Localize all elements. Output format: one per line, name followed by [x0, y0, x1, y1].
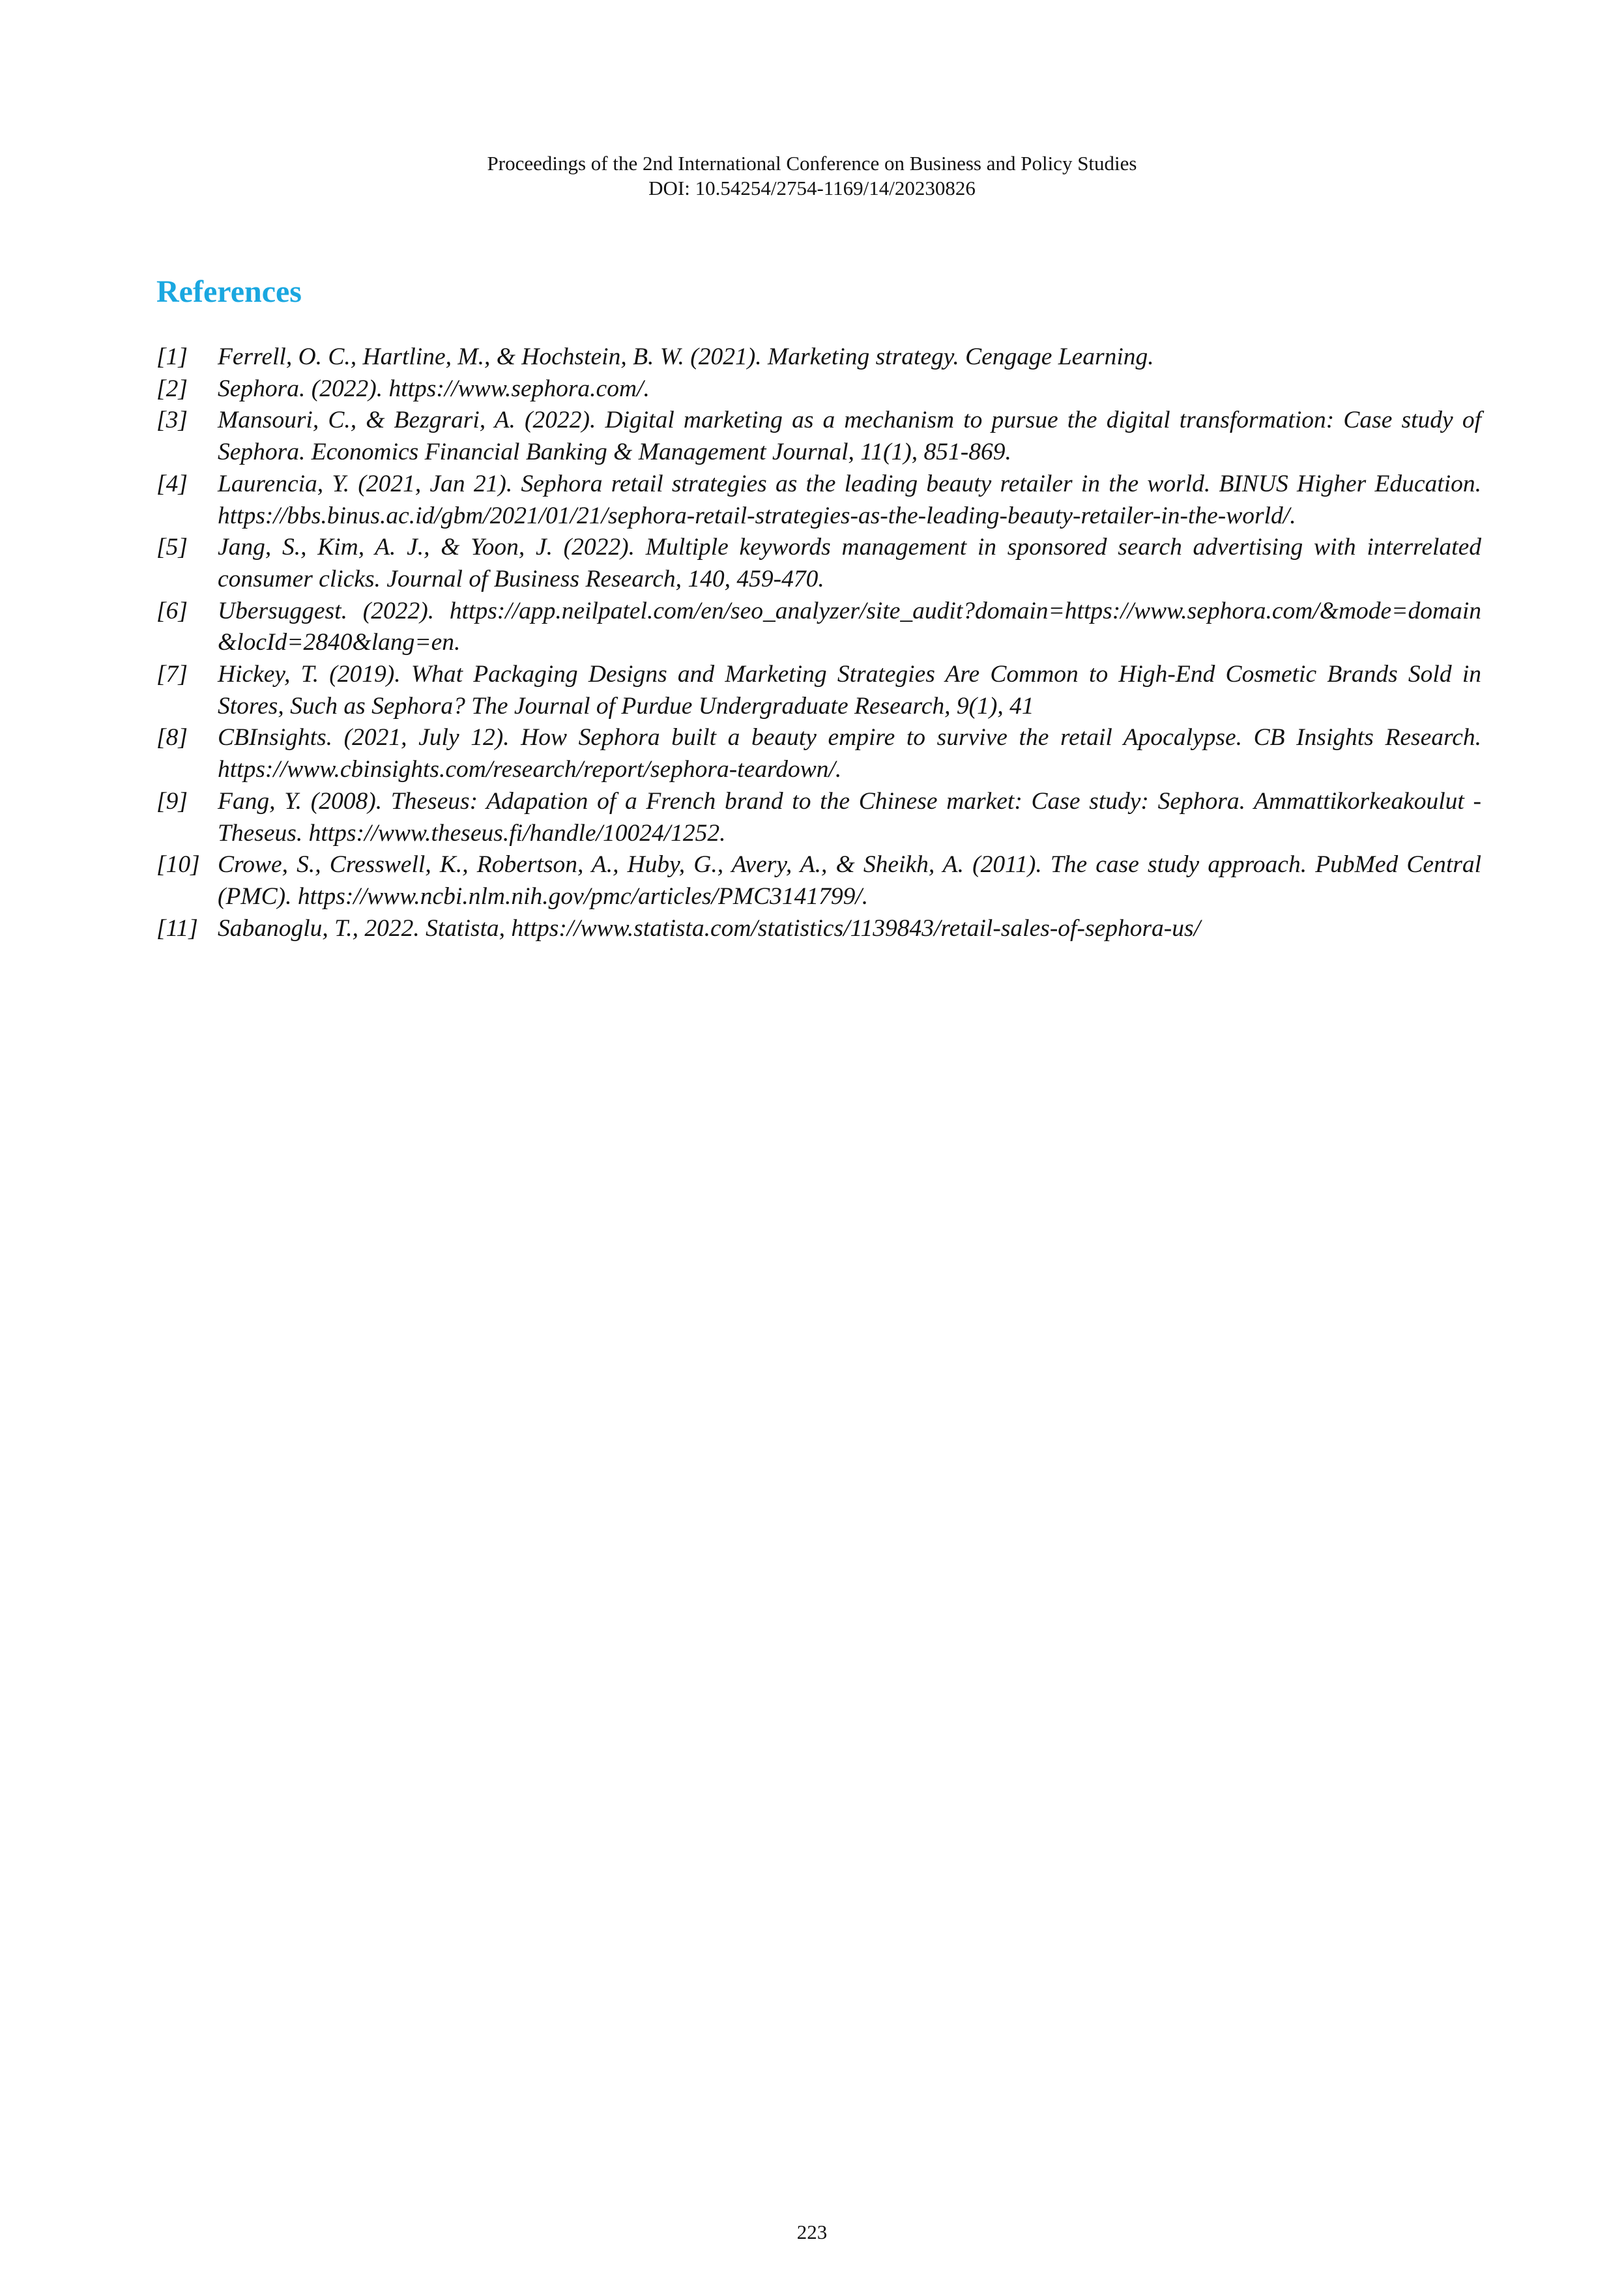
reference-item [156, 913, 1481, 945]
reference-text: Sabanoglu, T., 2022. Statista, https://www.statista.com/statistics/1139843/retail-sales-of-sephora-us/ [218, 914, 1201, 942]
doi-line: DOI: 10.54254/2754-1169/14/20230826 [648, 177, 976, 199]
reference-item [156, 469, 1481, 532]
reference-item [156, 786, 1481, 849]
conference-title: Proceedings of the 2nd International Conference on Business and Policy Studies [487, 152, 1137, 175]
reference-item [156, 722, 1481, 785]
reference-list [156, 342, 1481, 944]
page-number: 223 [796, 2221, 828, 2243]
reference-number: [1] [156, 343, 188, 370]
reference-text: Fang, Y. (2008). Theseus: Adapation of a French brand to the Chinese market: Case study: Sephora. Ammattikorkeakoulut - Theseus. https://www.theseus.fi/handle/10024/1252. [218, 787, 1481, 847]
reference-text: Ferrell, O. C., Hartline, M., & Hochstein, B. W. (2021). Marketing strategy. Cengage Learning. [218, 343, 1154, 370]
reference-text: Ubersuggest. (2022). https://app.neilpatel.com/en/seo_analyzer/site_audit?domain=https://www.sephora.com/&mode=domain&locId=2840&lang=en. [218, 597, 1481, 656]
reference-text: CBInsights. (2021, July 12). How Sephora built a beauty empire to survive the retail Apocalypse. CB Insights Research. https://www.cbinsights.com/research/report/sephora-teardown/. [218, 724, 1481, 783]
reference-number: [3] [156, 407, 188, 434]
reference-number: [6] [156, 597, 188, 624]
reference-item [156, 405, 1481, 468]
reference-number: [7] [156, 661, 188, 688]
reference-item [156, 532, 1481, 595]
reference-item [156, 596, 1481, 659]
reference-item [156, 659, 1481, 722]
reference-number: [9] [156, 787, 188, 815]
reference-number: [8] [156, 724, 188, 751]
reference-number: [11] [156, 914, 198, 942]
reference-item [156, 373, 1481, 405]
reference-text: Sephora. (2022). https://www.sephora.com/. [218, 375, 650, 402]
reference-item [156, 342, 1481, 373]
reference-number: [10] [156, 851, 200, 879]
reference-text: Jang, S., Kim, A. J., & Yoon, J. (2022). Multiple keywords management in sponsored search advertising with interrelated consumer clicks. Journal of Business Research, 140, 459-470. [218, 534, 1481, 592]
running-header [0, 151, 1624, 201]
reference-number: [4] [156, 470, 188, 497]
reference-number: [5] [156, 534, 188, 561]
reference-text: Crowe, S., Cresswell, K., Robertson, A., Huby, G., Avery, A., & Sheikh, A. (2011). The case study approach. PubMed Central (PMC). https://www.ncbi.nlm.nih.gov/pmc/articles/PMC3141799/. [218, 851, 1481, 910]
reference-number: [2] [156, 375, 188, 402]
reference-item [156, 849, 1481, 912]
reference-text: Hickey, T. (2019). What Packaging Designs and Marketing Strategies Are Common to High-End Cosmetic Brands Sold in Stores, Such as Sephora? The Journal of Purdue Undergraduate Research, 9(1), 41 [218, 661, 1481, 720]
reference-text: Laurencia, Y. (2021, Jan 21). Sephora retail strategies as the leading beauty retailer in the world. BINUS Higher Education. https://bbs.binus.ac.id/gbm/2021/01/21/sephora-retail-strategies-as-the-leading-beauty-retailer-in-the-world/. [218, 470, 1481, 529]
references-heading: References [156, 274, 302, 309]
reference-text: Mansouri, C., & Bezgrari, A. (2022). Digital marketing as a mechanism to pursue the digital transformation: Case study of Sephora. Economics Financial Banking & Management Journal, 11(1), 851-869. [218, 407, 1481, 466]
